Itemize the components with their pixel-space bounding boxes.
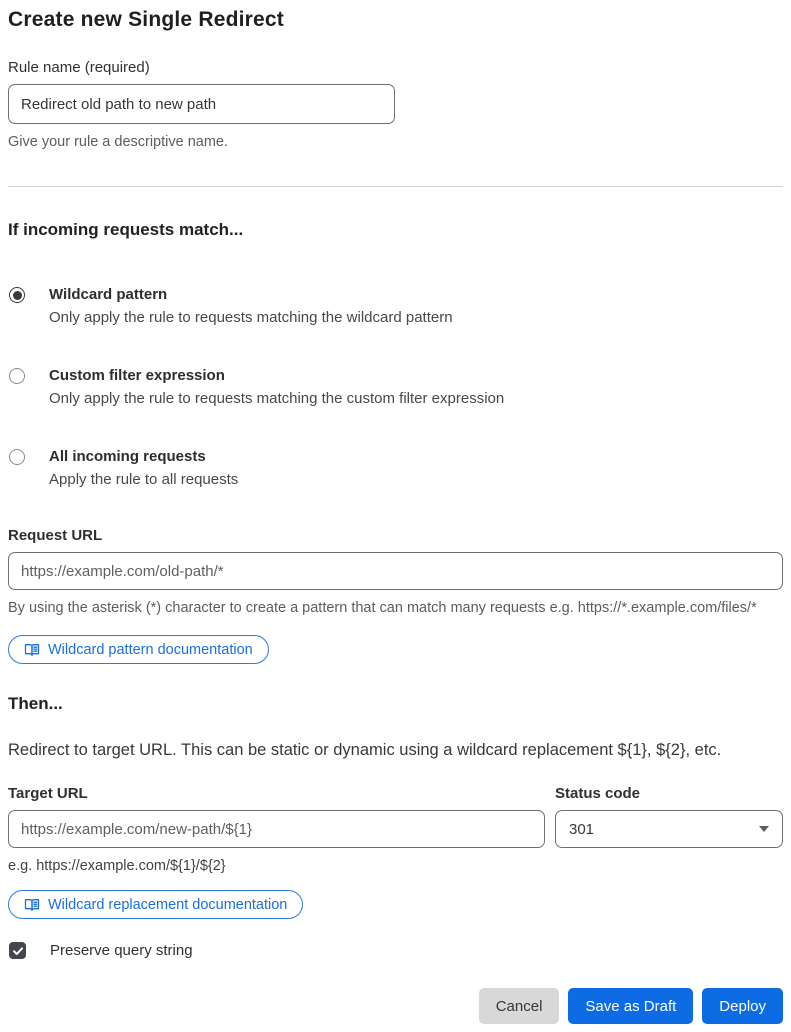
open-book-icon xyxy=(24,642,40,658)
then-section-heading: Then... xyxy=(8,694,63,713)
doc-button-label: Wildcard pattern documentation xyxy=(48,641,253,658)
status-code-label: Status code xyxy=(555,785,641,802)
request-url-input[interactable] xyxy=(8,552,783,590)
request-url-label: Request URL xyxy=(8,527,103,544)
save-as-draft-button[interactable]: Save as Draft xyxy=(568,988,693,1024)
radio-description: Only apply the rule to requests matching the wildcard pattern xyxy=(49,309,453,326)
match-section-heading: If incoming requests match... xyxy=(8,220,244,239)
radio-icon[interactable] xyxy=(9,368,25,384)
target-and-status-row xyxy=(8,785,783,878)
rule-name-help: Give your rule a descriptive name. xyxy=(8,134,229,150)
doc-button-label: Wildcard replacement documentation xyxy=(48,896,288,913)
radio-description: Apply the rule to all requests xyxy=(49,471,239,488)
status-code-value: 301 xyxy=(569,820,595,838)
cancel-button[interactable]: Cancel xyxy=(479,988,560,1024)
rule-name-input[interactable] xyxy=(8,84,395,124)
radio-option-custom-filter-expression[interactable] xyxy=(8,365,783,411)
radio-option-all-incoming-requests[interactable] xyxy=(8,446,783,492)
footer-actions xyxy=(479,988,783,1024)
page-title: Create new Single Redirect xyxy=(8,8,284,31)
checkmark-icon xyxy=(12,945,24,957)
radio-label: Custom filter expression xyxy=(49,367,225,384)
checkbox-icon[interactable] xyxy=(9,942,26,959)
deploy-button[interactable]: Deploy xyxy=(702,988,783,1024)
radio-option-wildcard-pattern[interactable] xyxy=(8,284,783,330)
section-divider xyxy=(8,186,783,187)
open-book-icon xyxy=(24,897,40,913)
preserve-query-string-label: Preserve query string xyxy=(50,942,193,959)
radio-label: Wildcard pattern xyxy=(49,286,168,303)
radio-icon[interactable] xyxy=(9,449,25,465)
target-url-help: e.g. https://example.com/${1}/${2} xyxy=(8,858,226,874)
status-code-select[interactable] xyxy=(555,810,783,848)
then-description: Redirect to target URL. This can be static or dynamic using a wildcard replacement ${1}, ${2}, etc. xyxy=(8,741,722,759)
radio-description: Only apply the rule to requests matching the custom filter expression xyxy=(49,390,505,407)
radio-label: All incoming requests xyxy=(49,448,206,465)
match-type-radio-group xyxy=(8,284,783,492)
rule-name-label: Rule name (required) xyxy=(8,59,150,76)
radio-icon[interactable] xyxy=(9,287,25,303)
wildcard-pattern-docs-button[interactable] xyxy=(8,635,269,664)
target-url-input[interactable] xyxy=(8,810,545,848)
preserve-query-string-row[interactable] xyxy=(8,942,783,959)
wildcard-replacement-docs-button[interactable] xyxy=(8,890,303,919)
chevron-down-icon xyxy=(759,826,769,832)
target-url-label: Target URL xyxy=(8,785,88,802)
request-url-help: By using the asterisk (*) character to create a pattern that can match many requests e.g. https://*.example.com/files/* xyxy=(8,600,757,616)
